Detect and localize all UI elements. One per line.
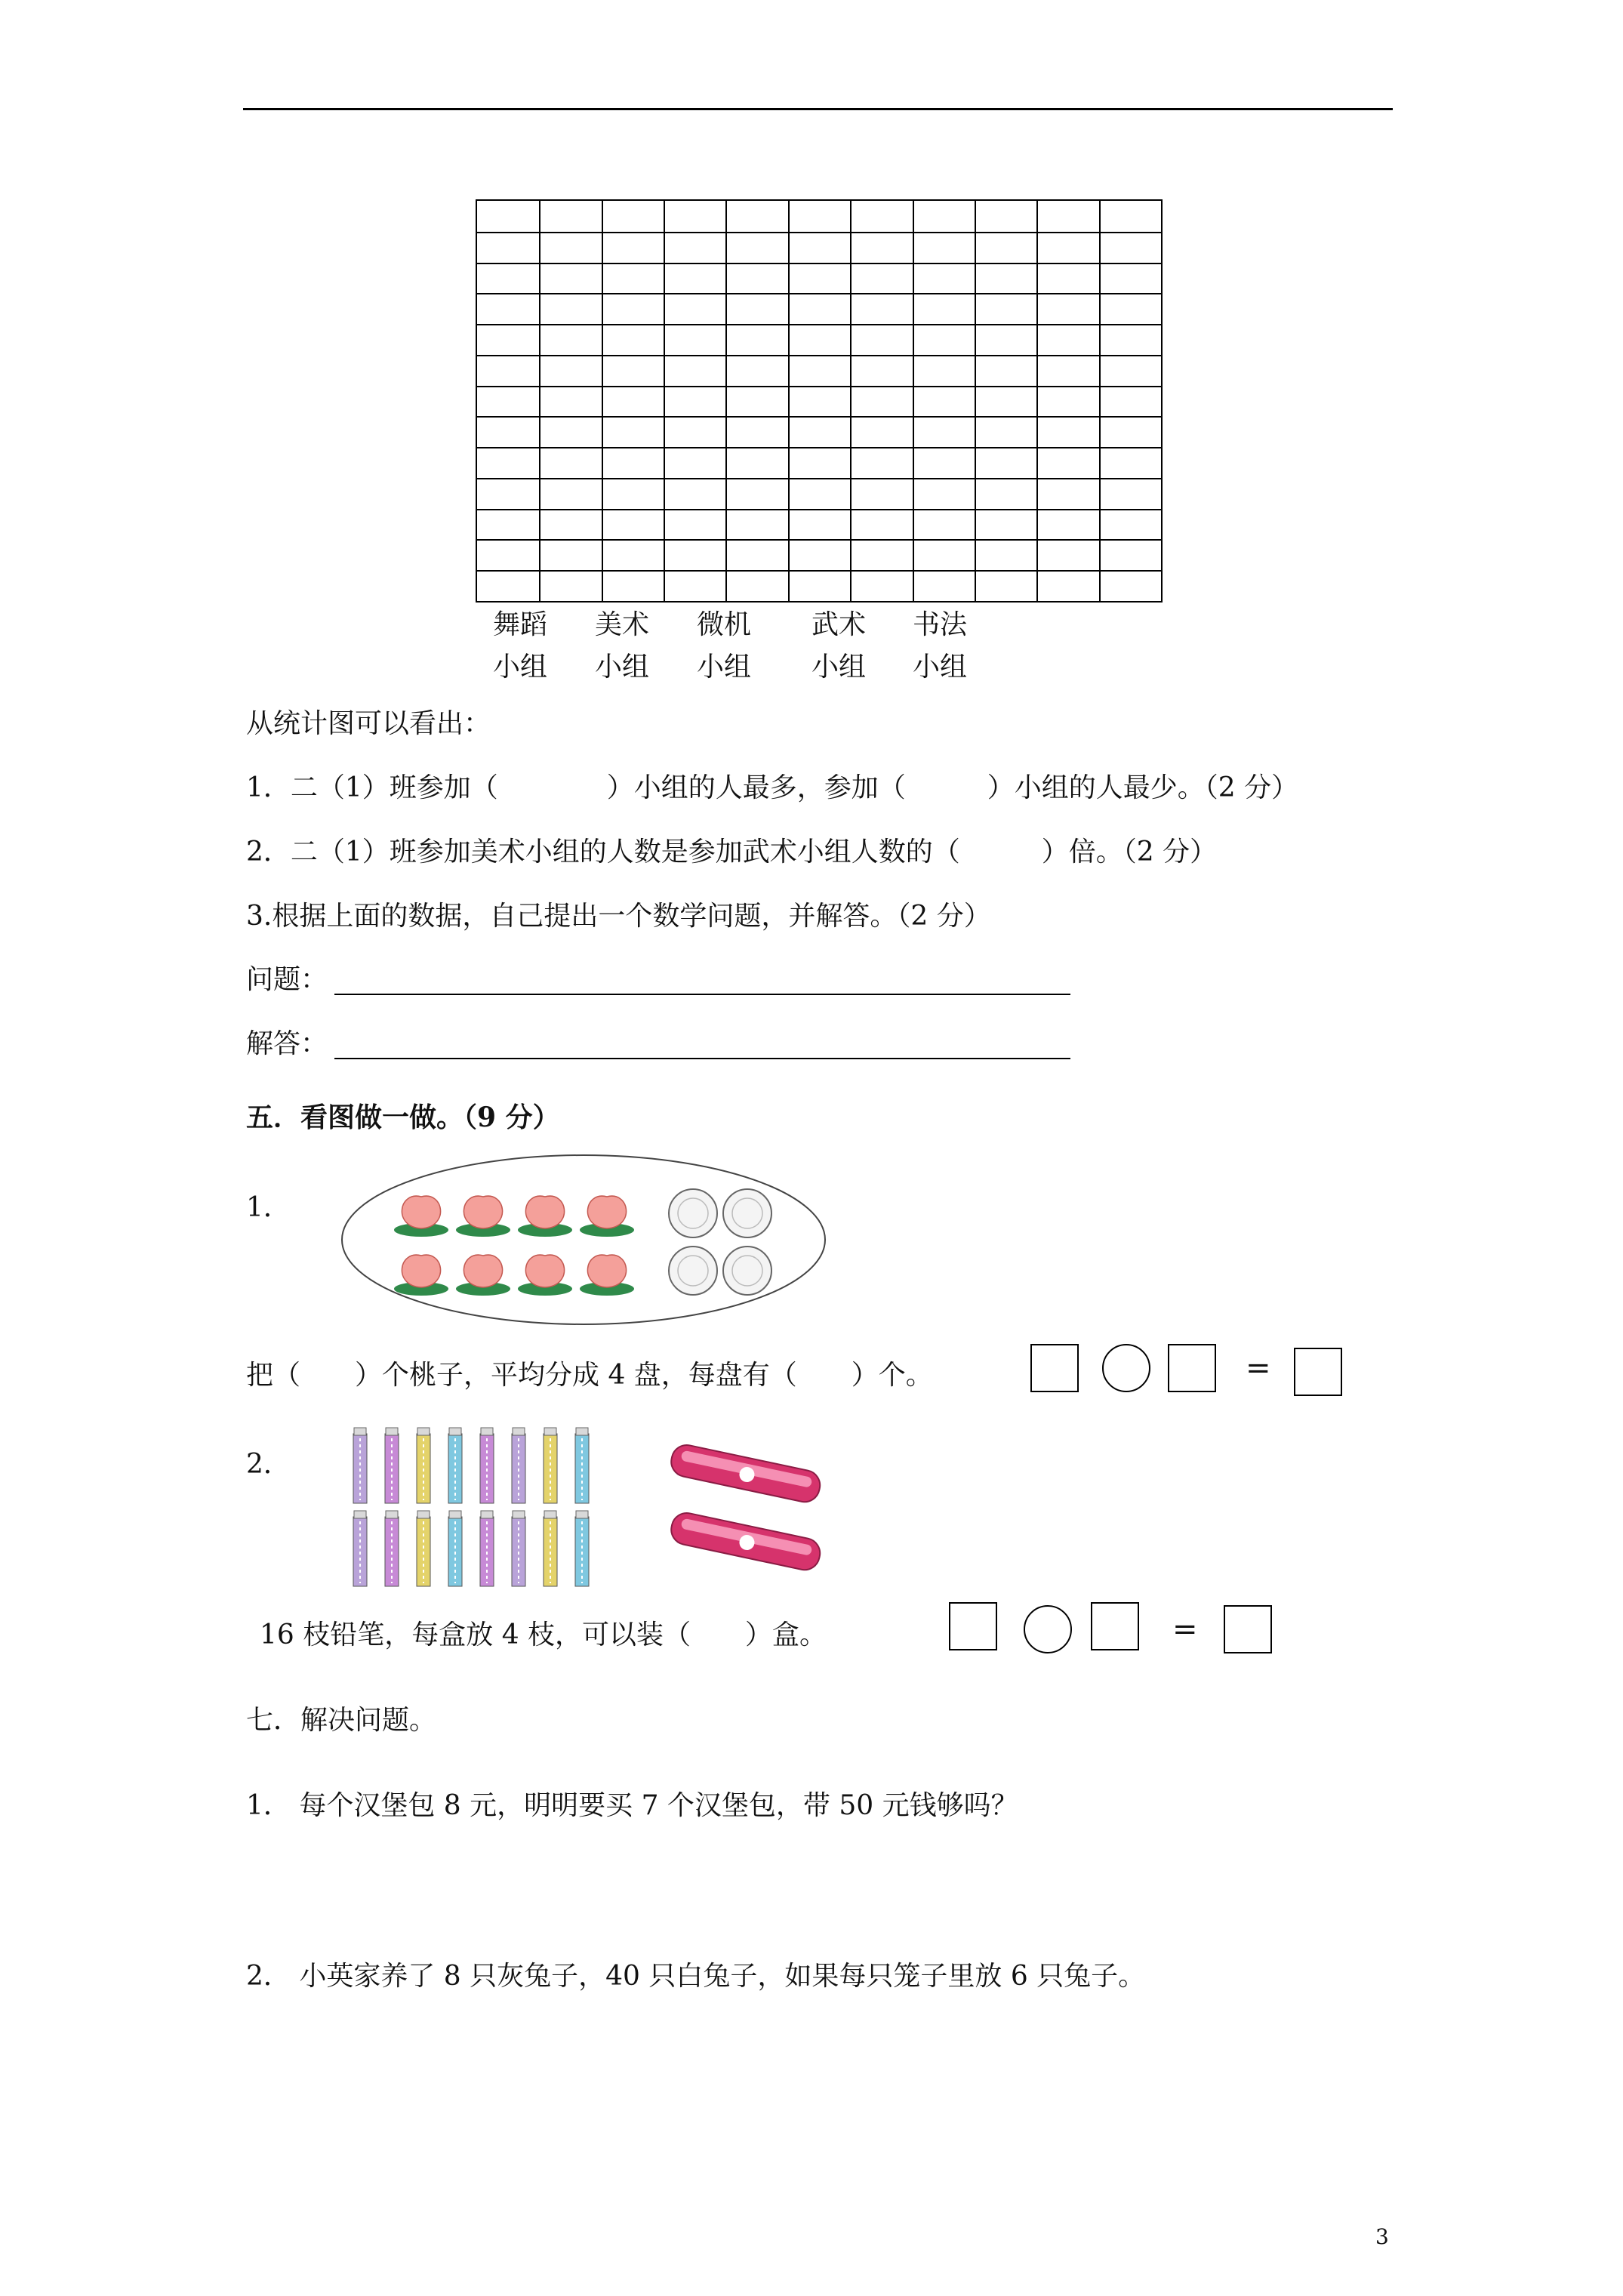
pencil-icon [353,1428,367,1503]
plate-icon [669,1247,717,1295]
grid-row-line [477,478,1161,479]
grid-column-line [850,201,852,601]
grid-column-line [725,201,727,601]
grid-row-line [477,386,1161,387]
pencil-icon [353,1511,367,1586]
answer-box[interactable] [1091,1602,1139,1650]
pencil-icon [385,1428,399,1503]
answer-box[interactable] [1168,1344,1216,1392]
grid-column-line [788,201,790,601]
pencil-icon [544,1511,557,1586]
peach-icon [456,1255,510,1296]
item-1-text: 把（ ）个桃子，平均分成 4 盘，每盘有（ ）个。 [246,1360,933,1391]
pencil-icon [512,1511,525,1586]
problem-2: 2． 小英家养了 8 只灰兔子，40 只白兔子，如果每只笼子里放 6 只兔子。 [246,1961,1146,1992]
result-box[interactable] [1224,1605,1272,1653]
plate-icon [723,1189,771,1237]
peach-icon [394,1255,448,1296]
pencil-icon [480,1511,494,1586]
peach-icon [518,1196,572,1237]
item-2-text: 16 枝铅笔，每盒放 4 枝，可以装（ ）盒。 [260,1620,827,1650]
category-label: 书法 小组 [912,609,967,683]
pencil-icon [417,1511,430,1586]
pencil-icon [385,1511,399,1586]
grid-column-line [602,201,603,601]
section-7-title: 七．解决问题。 [246,1705,437,1736]
equals-sign: = [1246,1351,1271,1385]
answer-line[interactable] [334,1058,1070,1059]
equals-sign: = [1172,1612,1198,1647]
peach-icon [394,1196,448,1237]
grid-row-line [477,324,1161,325]
pencils-illustration [347,1423,604,1593]
pencil-icon [417,1428,430,1503]
page-number: 3 [1375,2224,1389,2249]
category-label: 武术 小组 [811,609,866,683]
peaches-and-plates-illustration [338,1151,829,1329]
grid-column-line [539,201,540,601]
question-answer-line[interactable] [334,994,1070,995]
operator-circle[interactable] [1102,1344,1150,1392]
pencil-icon [575,1428,589,1503]
answer-box[interactable] [949,1602,997,1650]
grid-column-line [913,201,914,601]
pencil-boxes-illustration [664,1435,830,1578]
blank-chart-grid [476,199,1163,603]
peach-icon [580,1196,634,1237]
peach-icon [580,1255,634,1296]
grid-row-line [477,539,1161,541]
grid-row-line [477,570,1161,572]
peach-icon [518,1255,572,1296]
question-label: 问题： [246,964,328,995]
pencil-icon [575,1511,589,1586]
grid-row-line [477,293,1161,294]
pencil-icon [512,1428,525,1503]
plate-icon [723,1247,771,1295]
chart-lead-text: 从统计图可以看出： [246,708,491,739]
question-3: 3.根据上面的数据，自己提出一个数学问题，并解答。（2 分） [246,901,991,932]
grid-row-line [477,355,1161,356]
grid-row-line [477,447,1161,448]
plate-icon [669,1189,717,1237]
category-label: 微机 小组 [696,609,751,683]
category-label: 舞蹈 小组 [492,609,547,683]
item-2-number: 2． [246,1449,291,1480]
operator-circle[interactable] [1024,1605,1072,1653]
grid-column-line [1036,201,1038,601]
question-2: 2．二（1）班参加美术小组的人数是参加武术小组人数的（ ）倍。（2 分） [246,837,1218,868]
grid-column-line [664,201,665,601]
header-rule [243,108,1393,110]
grid-row-line [477,232,1161,233]
pencil-icon [480,1428,494,1503]
question-1: 1．二（1）班参加（ ）小组的人最多，参加（ ）小组的人最少。（2 分） [246,772,1299,803]
grid-column-line [1099,201,1101,601]
category-label: 美术 小组 [594,609,649,683]
peach-icon [456,1196,510,1237]
pencil-icon [448,1511,462,1586]
grid-row-line [477,509,1161,510]
section-5-title: 五．看图做一做。（9 分） [246,1102,560,1133]
pencil-icon [448,1428,462,1503]
answer-label: 解答： [246,1028,328,1059]
answer-box[interactable] [1030,1344,1079,1392]
result-box[interactable] [1294,1348,1342,1396]
problem-1: 1． 每个汉堡包 8 元，明明要买 7 个汉堡包，带 50 元钱够吗？ [246,1790,1018,1821]
grid-row-line [477,416,1161,418]
grid-row-line [477,263,1161,264]
grid-column-line [975,201,976,601]
pencil-icon [544,1428,557,1503]
item-1-number: 1． [246,1192,291,1223]
